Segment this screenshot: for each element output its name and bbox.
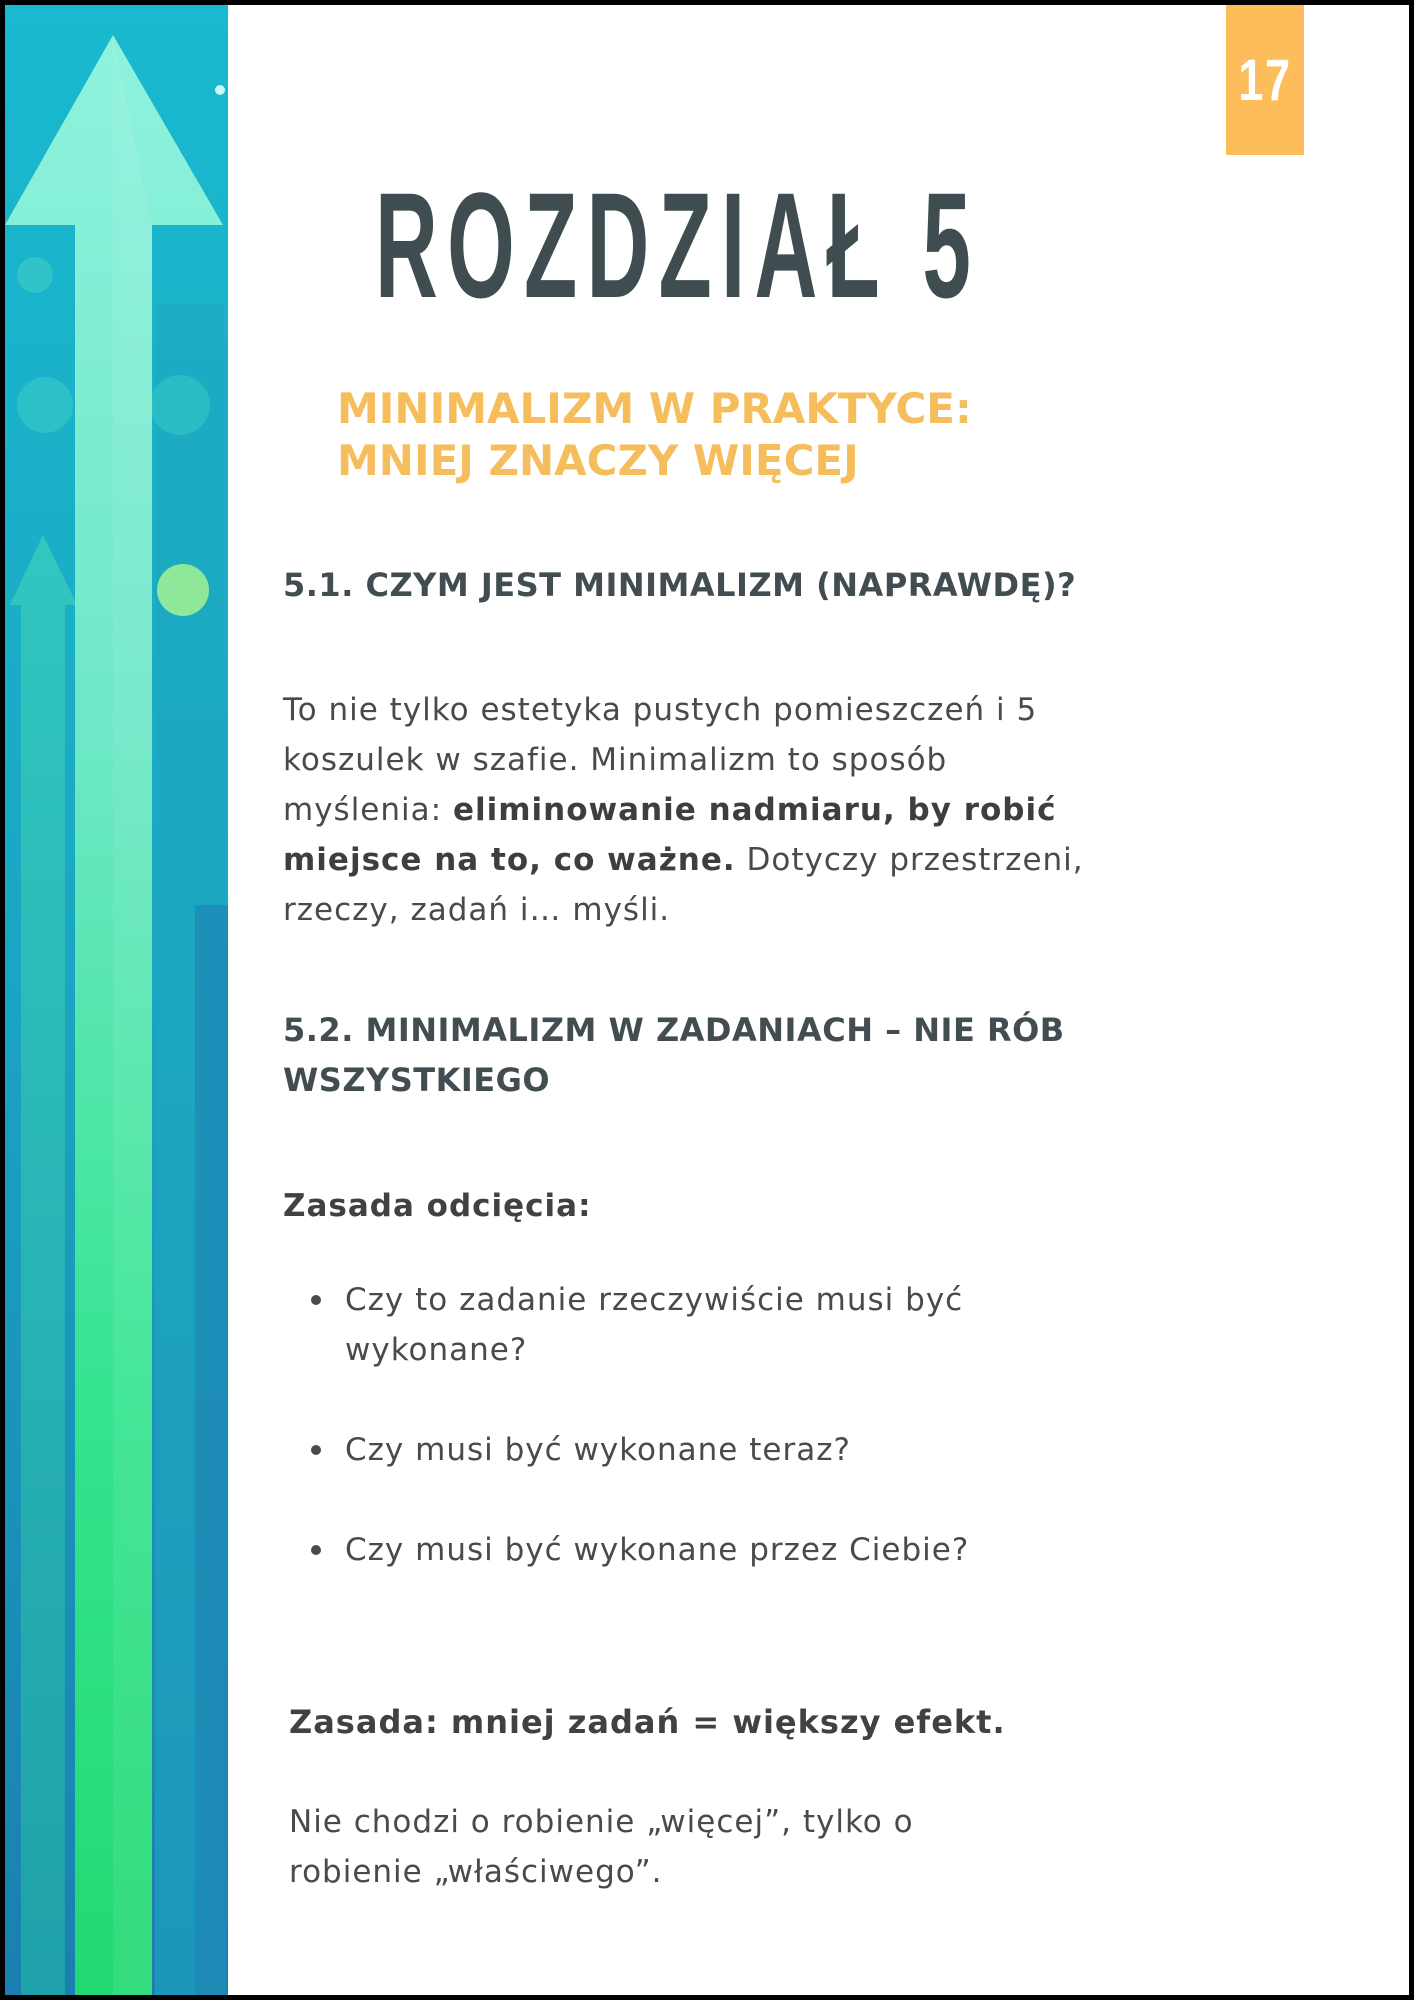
paragraph-text: To nie tylko estetyka pustych pomieszczeń i 5 koszulek w szafie. Minimalizm to sposób myślenia:: [283, 692, 1038, 828]
paragraph-bold-text: eliminowanie nadmiaru, by robić miejsce na to, co ważne.: [283, 792, 1057, 878]
section-5-1-heading: 5.1. CZYM JEST MINIMALIZM (NAPRAWDĘ)?: [283, 566, 1077, 604]
list-item-text: Czy musi być wykonane teraz?: [345, 1432, 851, 1468]
section-5-2-heading: 5.2. MINIMALIZM W ZADANIACH – NIE RÓB WSZYSTKIEGO: [283, 1011, 1065, 1099]
summary-rule: Zasada: mniej zadań = większy efekt.: [289, 1703, 1006, 1741]
list-item: [283, 1525, 1133, 1575]
bullet-icon: [311, 1545, 321, 1555]
arrow-up-icon: [5, 5, 228, 1995]
list-item: [283, 1425, 1133, 1475]
chapter-subtitle-line1: MINIMALIZM W PRAKTYCE:: [337, 384, 972, 433]
page-number-badge: 17: [1226, 5, 1304, 155]
list-item-text: Czy to zadanie rzeczywiście musi być wykonane?: [345, 1282, 964, 1368]
list-item: [283, 1275, 1133, 1375]
list-item-text: Czy musi być wykonane przez Ciebie?: [345, 1532, 970, 1568]
growth-arrows-illustration: [5, 5, 228, 1995]
chapter-subtitle: [337, 383, 1097, 487]
bullet-icon: [311, 1295, 321, 1305]
chapter-subtitle-line2: MNIEJ ZNACZY WIĘCEJ: [337, 436, 859, 485]
paragraph-text-end: Dotyczy przestrzeni, rzeczy, zadań i… myśli.: [283, 842, 1084, 928]
chapter-title: ROZDZIAŁ 5: [375, 161, 981, 329]
section-5-1-paragraph: [283, 685, 1113, 935]
bullet-icon: [311, 1445, 321, 1455]
question-list: [283, 1275, 1133, 1625]
closing-paragraph: Nie chodzi o robienie „więcej”, tylko o robienie „właściwego”.: [289, 1804, 914, 1890]
rule-label: Zasada odcięcia:: [283, 1188, 592, 1224]
document-page: [5, 5, 1409, 1995]
